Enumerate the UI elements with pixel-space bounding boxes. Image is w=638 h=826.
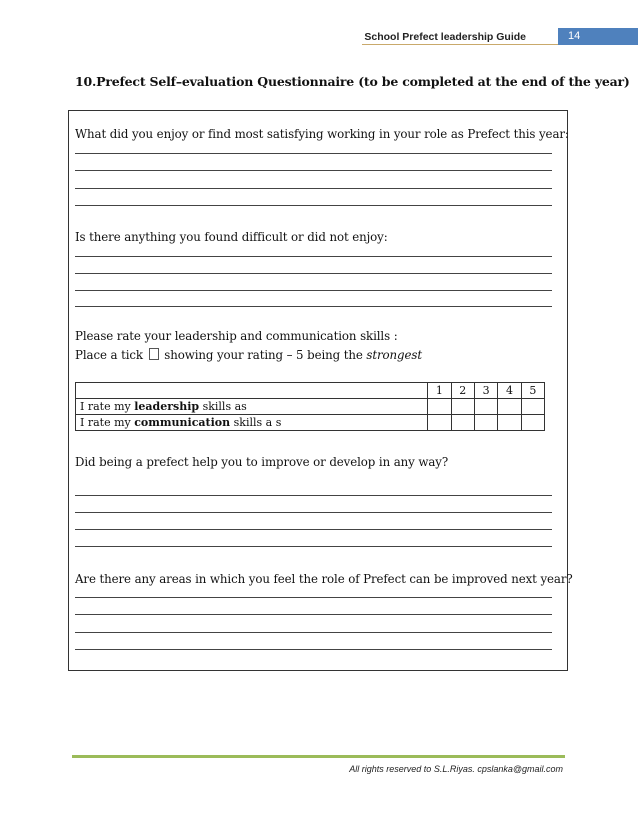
- rating-row-label: [76, 415, 428, 431]
- rating-scale-4: 4: [498, 383, 521, 399]
- rating-intro: Please rate your leadership and communication skills :: [75, 329, 398, 343]
- rating-label-header: [76, 383, 428, 399]
- question-role-improvement: Are there any areas in which you feel the role of Prefect can be improved next year?: [75, 572, 573, 586]
- rating-row-label-bold: communication: [134, 416, 231, 429]
- page-number-badge: 14: [558, 28, 638, 45]
- answer-line[interactable]: [75, 153, 552, 154]
- answer-line[interactable]: [75, 290, 552, 291]
- answer-line[interactable]: [75, 632, 552, 633]
- question-difficult: Is there anything you found difficult or did not enjoy:: [75, 230, 388, 244]
- running-header-title: School Prefect leadership Guide: [364, 31, 526, 43]
- rating-row-label-pre: I rate my: [80, 416, 135, 429]
- rating-cell[interactable]: [498, 415, 521, 431]
- answer-line[interactable]: [75, 597, 552, 598]
- tick-box-icon: [149, 348, 159, 360]
- answer-line[interactable]: [75, 512, 552, 513]
- rating-scale-5: 5: [521, 383, 544, 399]
- rating-row-label-bold: leadership: [134, 400, 200, 413]
- rating-instruction: [75, 348, 422, 362]
- rating-instruction-emphasis: strongest: [366, 348, 422, 362]
- rating-cell[interactable]: [521, 399, 544, 415]
- rating-scale-3: 3: [474, 383, 497, 399]
- rating-table-header-row: [76, 383, 545, 399]
- answer-line[interactable]: [75, 649, 552, 650]
- rating-instruction-post: showing your rating – 5 being the: [164, 348, 363, 362]
- answer-line[interactable]: [75, 495, 552, 496]
- rating-cell[interactable]: [521, 415, 544, 431]
- rating-cell[interactable]: [498, 399, 521, 415]
- rating-scale-1: 1: [428, 383, 451, 399]
- section-title: 10.Prefect Self–evaluation Questionnaire (to be completed at the end of the year): [75, 74, 630, 89]
- answer-line[interactable]: [75, 273, 552, 274]
- rating-instruction-pre: Place a tick: [75, 348, 143, 362]
- question-improve: Did being a prefect help you to improve or develop in any way?: [75, 455, 449, 469]
- rating-row-label-post: skills as: [199, 400, 247, 413]
- answer-line[interactable]: [75, 256, 552, 257]
- rating-cell[interactable]: [451, 399, 474, 415]
- rating-table: [75, 382, 545, 431]
- answer-line[interactable]: [75, 529, 552, 530]
- rating-scale-2: 2: [451, 383, 474, 399]
- answer-line[interactable]: [75, 306, 552, 307]
- answer-line[interactable]: [75, 614, 552, 615]
- rating-row-label: [76, 399, 428, 415]
- rating-row-label-post: skills a s: [230, 416, 282, 429]
- rating-row-label-pre: I rate my: [80, 400, 135, 413]
- rating-cell[interactable]: [451, 415, 474, 431]
- footer-copyright: All rights reserved to S.L.Riyas. cpslanka@gmail.com: [349, 764, 563, 774]
- question-enjoy: What did you enjoy or find most satisfying working in your role as Prefect this year:: [75, 127, 569, 141]
- rating-row-communication: [76, 415, 545, 431]
- answer-line[interactable]: [75, 170, 552, 171]
- footer-rule: [72, 755, 565, 758]
- answer-line[interactable]: [75, 205, 552, 206]
- answer-line[interactable]: [75, 188, 552, 189]
- rating-row-leadership: [76, 399, 545, 415]
- rating-cell[interactable]: [474, 415, 497, 431]
- rating-cell[interactable]: [428, 399, 451, 415]
- answer-line[interactable]: [75, 546, 552, 547]
- rating-cell[interactable]: [474, 399, 497, 415]
- rating-cell[interactable]: [428, 415, 451, 431]
